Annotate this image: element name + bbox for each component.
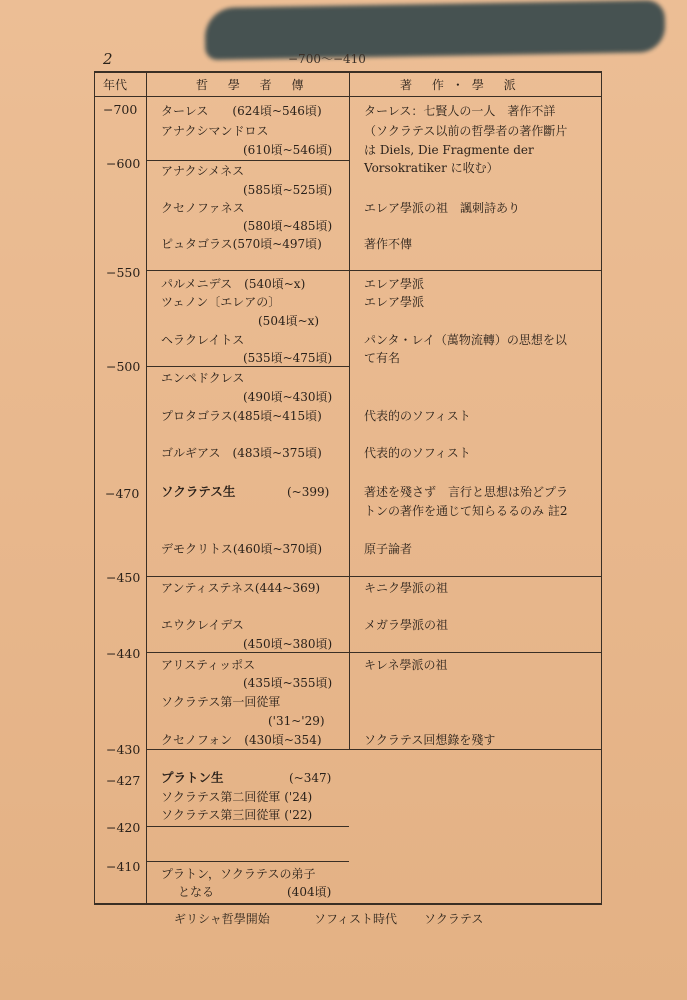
person-entry-plato: プラトン生 <box>161 770 224 785</box>
person-entry: ヘラクレイトス <box>161 333 245 347</box>
header-divider <box>94 96 602 97</box>
works-entry: 代表的のソフィスト <box>364 409 471 423</box>
person-entry: (450頃~380頃) <box>243 637 333 651</box>
year-label: −500 <box>106 359 141 374</box>
year-range: −700〜−410 <box>288 52 366 66</box>
table-right-border <box>601 71 602 904</box>
table-left-border <box>94 71 95 904</box>
header-year: 年代 <box>103 78 128 92</box>
person-entry: エウクレイデス <box>161 618 244 632</box>
person-entry: クセノファネス <box>161 201 245 215</box>
works-entry: ソクラテス回想錄を殘す <box>364 733 496 747</box>
works-entry: エレア學派 <box>364 295 425 309</box>
year-column-divider <box>146 71 147 904</box>
row-separator <box>146 749 602 750</box>
person-entry: となる <box>178 885 215 899</box>
works-entry: メガラ學派の祖 <box>364 618 449 632</box>
person-entry: (~399) <box>287 485 330 499</box>
person-entry: アリスティッポス <box>161 658 256 672</box>
row-separator <box>146 160 349 161</box>
footer-greek-philosophy-start: ギリシャ哲學開始 <box>174 912 270 926</box>
header-person: 哲 學 者 傳 <box>196 78 312 92</box>
person-entry: (~347) <box>289 771 332 785</box>
row-separator <box>146 861 349 862</box>
person-entry: ターレス (624頃~546頃) <box>161 104 322 118</box>
works-entry: キニク學派の祖 <box>364 581 449 595</box>
row-separator <box>146 576 602 577</box>
year-label: −700 <box>103 102 138 117</box>
year-label: −440 <box>106 646 141 661</box>
person-entry: (490頃~430頃) <box>243 390 333 404</box>
table-bottom-border <box>94 903 602 905</box>
person-entry: クセノフォン (430頃~354) <box>161 733 322 747</box>
person-entry: デモクリトス(460頃~370頃) <box>161 542 323 556</box>
year-label: −450 <box>106 570 141 585</box>
year-label: −550 <box>106 265 141 280</box>
works-entry: （ソクラテス以前の哲學者の著作斷片 <box>364 124 568 138</box>
person-entry: アンティステネス(444~369) <box>161 581 321 595</box>
works-entry: パンタ・レイ（萬物流轉）の思想を以 <box>364 333 567 347</box>
works-entry: 代表的のソフィスト <box>364 446 471 460</box>
year-label: −427 <box>106 773 141 788</box>
row-separator <box>146 826 349 827</box>
works-entry: キレネ學派の祖 <box>364 658 448 672</box>
works-entry: は Diels, Die Fragmente der <box>364 143 534 157</box>
header-works: 著 作・學 派 <box>400 78 524 92</box>
person-entry: プロタゴラス(485頃~415頃) <box>161 409 322 423</box>
ink-smudge <box>205 0 666 60</box>
person-entry: エンペドクレス <box>161 371 245 385</box>
person-entry: (580頃~485頃) <box>243 219 333 233</box>
person-entry: ソクラテス第一回從軍 <box>161 695 281 709</box>
works-entry: エレア學派 <box>364 277 425 291</box>
person-entry-socrates: ソクラテス生 <box>161 484 236 499</box>
person-entry: アナクシマンドロス <box>161 124 269 138</box>
person-entry: アナクシメネス <box>161 164 245 178</box>
footer-socrates: ソクラテス <box>424 912 484 926</box>
year-label: −410 <box>106 859 141 874</box>
works-entry: て有名 <box>364 351 401 365</box>
person-entry: (535頃~475頃) <box>243 351 333 365</box>
person-entry: (585頃~525頃) <box>243 183 333 197</box>
person-entry: ゴルギアス (483頃~375頃) <box>161 446 322 460</box>
page-number: 2 <box>103 50 113 68</box>
row-separator <box>146 270 602 271</box>
person-entry: ('31~'29) <box>268 714 325 728</box>
works-entry: 著述を殘さず 言行と思想は殆どプラ <box>364 485 569 499</box>
row-separator <box>146 652 602 653</box>
person-entry: プラトン，ソクラテスの弟子 <box>161 867 316 881</box>
works-entry: 著作不傳 <box>364 237 413 251</box>
person-entry: ピュタゴラス(570頃~497頃) <box>161 237 322 251</box>
person-entry: (435頃~355頃) <box>243 676 333 690</box>
person-entry: (504頃~x) <box>258 314 320 328</box>
table-top-border <box>94 71 602 73</box>
person-entry: ツェノン〔エレアの〕 <box>161 295 281 309</box>
person-entry: パルメニデス (540頃~x) <box>161 277 306 291</box>
works-entry: 原子論者 <box>364 542 413 556</box>
year-label: −420 <box>106 820 141 835</box>
works-entry: エレア學派の祖 諷刺詩あり <box>364 201 521 215</box>
works-entry: Vorsokratiker に收む） <box>364 161 499 175</box>
person-entry: ソクラテス第三回從軍 ('22) <box>161 808 313 822</box>
year-label: −430 <box>106 742 141 757</box>
works-entry: トンの著作を通じて知らるるのみ 註2 <box>364 504 568 518</box>
year-label: −600 <box>106 156 141 171</box>
year-label: −470 <box>105 486 140 501</box>
person-entry: ソクラテス第二回從軍 ('24) <box>161 790 313 804</box>
person-entry: (610頃~546頃) <box>243 143 333 157</box>
works-entry: ターレス：七賢人の一人 著作不詳 <box>364 104 556 118</box>
person-column-divider <box>349 71 350 749</box>
person-entry: (404頃) <box>287 885 332 899</box>
row-separator <box>146 366 349 367</box>
footer-sophist-era: ソフィスト時代 <box>314 912 398 926</box>
